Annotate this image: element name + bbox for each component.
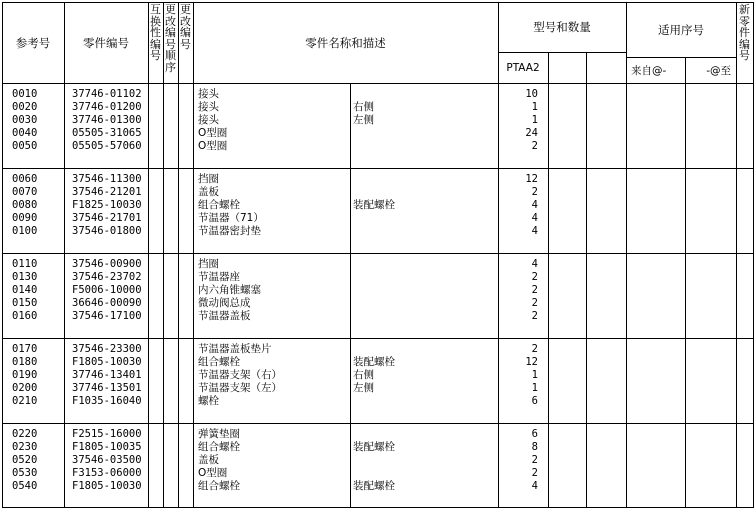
ref-no-cell: 0540 — [12, 480, 38, 492]
ref-no-cell: 0140 — [12, 284, 38, 296]
part-no-cell: F1825-10030 — [72, 199, 142, 211]
quantity-cell: 24 — [525, 127, 538, 139]
remark-column-line — [350, 83, 351, 508]
header-change-seq-char: 更 — [165, 3, 176, 16]
header-interchange-char: 编 — [150, 37, 161, 51]
part-name-cell: 组合螺栓 — [198, 199, 240, 211]
quantity-cell: 6 — [531, 395, 538, 407]
column-line — [148, 2, 149, 508]
ref-no-cell: 0170 — [12, 343, 38, 355]
ref-no-cell: 0040 — [12, 127, 38, 139]
column-line — [178, 2, 179, 508]
quantity-cell: 2 — [531, 186, 538, 198]
quantity-cell: 2 — [531, 310, 538, 322]
remark-cell — [353, 173, 497, 186]
part-no-cell: 37546-17100 — [72, 310, 142, 322]
ref-no-cell: 0070 — [12, 186, 38, 198]
part-no-cell: F2515-16000 — [72, 428, 142, 440]
remark-cell — [353, 88, 497, 101]
quantity-cell: 6 — [531, 428, 538, 440]
part-name-cell: 内六角锥螺塞 — [198, 284, 261, 296]
part-no-cell: F3153-06000 — [72, 467, 142, 479]
remark-cell — [353, 284, 497, 297]
part-no-cell: 05505-57060 — [72, 140, 142, 152]
ref-no-cell: 0110 — [12, 258, 38, 270]
ref-no-cell: 0030 — [12, 114, 38, 126]
ref-no-cell: 0230 — [12, 441, 38, 453]
part-no-cell: 37546-23702 — [72, 271, 142, 283]
header-new-part-char: 件 — [739, 26, 750, 39]
ref-no-cell: 0520 — [12, 454, 38, 466]
part-name-cell: 挡圈 — [198, 258, 219, 270]
ref-no-cell: 0530 — [12, 467, 38, 479]
column-line — [163, 2, 164, 508]
part-no-cell: 37746-13501 — [72, 382, 142, 394]
remark-cell — [353, 258, 497, 271]
remark-cell — [353, 225, 497, 238]
quantity-cell: 10 — [525, 88, 538, 100]
quantity-cell: 4 — [531, 258, 538, 270]
header-interchange-char: 号 — [150, 49, 161, 62]
header-change-seq-char: 号 — [165, 37, 176, 51]
remark-cell: 右侧 — [353, 101, 374, 113]
quantity-cell: 2 — [531, 297, 538, 309]
remark-cell — [353, 127, 497, 140]
column-line — [548, 52, 549, 508]
header-from: 来自@- — [631, 64, 667, 77]
ref-no-cell: 0210 — [12, 395, 38, 407]
part-no-cell: 36646-00090 — [72, 297, 142, 309]
column-line — [586, 52, 587, 508]
part-name-cell: 接头 — [198, 101, 219, 113]
remark-cell — [353, 395, 497, 408]
part-no-cell: 37546-00900 — [72, 258, 142, 270]
ref-no-cell: 0050 — [12, 140, 38, 152]
header-interchange-char: 互 — [150, 3, 161, 16]
remark-cell: 左侧 — [353, 382, 374, 394]
header-change-no-char: 号 — [180, 37, 191, 51]
column-line — [685, 57, 686, 508]
part-name-cell: 盖板 — [198, 454, 219, 466]
part-no-cell: F1805-10030 — [72, 356, 142, 368]
part-name-cell: 弹簧垫圈 — [198, 428, 240, 440]
part-no-cell: F1805-10035 — [72, 441, 142, 453]
quantity-cell: 2 — [531, 271, 538, 283]
quantity-cell: 8 — [531, 441, 538, 453]
part-no-cell: 37546-21201 — [72, 186, 142, 198]
quantity-cell: 4 — [531, 225, 538, 237]
part-name-cell: 组合螺栓 — [198, 356, 240, 368]
group-separator — [2, 423, 753, 424]
quantity-cell: 2 — [531, 467, 538, 479]
remark-cell — [353, 454, 497, 467]
ref-no-cell: 0080 — [12, 199, 38, 211]
part-name-cell: 微动阀总成 — [198, 297, 251, 309]
header-model: PTAA2 — [506, 61, 540, 74]
part-name-cell: 节温器盖板垫片 — [198, 343, 272, 355]
header-new-part-char: 编 — [739, 37, 750, 51]
part-name-cell: 节温器密封垫 — [198, 225, 261, 237]
part-name-cell: 节温器座 — [198, 271, 240, 283]
group-separator — [2, 168, 753, 169]
header-change-no — [178, 4, 193, 50]
quantity-cell: 2 — [531, 454, 538, 466]
part-no-cell: 37546-21701 — [72, 212, 142, 224]
quantity-cell: 1 — [531, 114, 538, 126]
part-name-cell: O型圈 — [198, 467, 228, 479]
part-name-cell: 节温器支架（右） — [198, 369, 282, 381]
part-no-cell: 05505-31065 — [72, 127, 142, 139]
quantity-cell: 2 — [531, 140, 538, 152]
part-no-cell: 37746-01102 — [72, 88, 142, 100]
header-ref-no: 参考号 — [15, 35, 51, 50]
ref-no-cell: 0190 — [12, 369, 38, 381]
header-change-seq-char: 编 — [165, 26, 176, 39]
header-change-no-char: 改 — [180, 14, 191, 28]
header-description: 零件名称和描述 — [305, 35, 386, 50]
column-line — [753, 2, 754, 508]
header-interchange-char: 换 — [150, 14, 161, 28]
remark-cell — [353, 310, 497, 323]
remark-cell — [353, 467, 497, 480]
header-interchange — [148, 4, 163, 62]
part-no-cell: 37546-23300 — [72, 343, 142, 355]
part-name-cell: 组合螺栓 — [198, 480, 240, 492]
quantity-cell: 4 — [531, 199, 538, 211]
header-change-seq-char: 顺 — [165, 49, 176, 62]
header-change-no-char: 更 — [180, 3, 191, 16]
part-name-cell: 节温器支架（左） — [198, 382, 282, 394]
quantity-cell: 1 — [531, 382, 538, 394]
part-name-cell: 螺栓 — [198, 395, 219, 407]
part-name-cell: 盖板 — [198, 186, 219, 198]
part-no-cell: 37546-01800 — [72, 225, 142, 237]
part-name-cell: 节温器盖板 — [198, 310, 251, 322]
remark-cell — [353, 186, 497, 199]
header-new-part-char: 新 — [739, 3, 750, 16]
quantity-cell: 1 — [531, 369, 538, 381]
header-to: -@至 — [706, 64, 731, 77]
part-no-cell: F5006-10000 — [72, 284, 142, 296]
header-model-qty: 型号和数量 — [533, 20, 591, 34]
remark-cell: 装配螺栓 — [353, 356, 395, 368]
ref-no-cell: 0020 — [12, 101, 38, 113]
part-no-cell: F1035-16040 — [72, 395, 142, 407]
part-no-cell: F1805-10030 — [72, 480, 142, 492]
remark-cell — [353, 343, 497, 356]
remark-cell: 装配螺栓 — [353, 480, 395, 492]
part-name-cell: 节温器（71） — [198, 212, 264, 224]
ref-no-cell: 0220 — [12, 428, 38, 440]
part-name-cell: 组合螺栓 — [198, 441, 240, 453]
header-new-part — [736, 4, 753, 62]
header-new-part-char: 零 — [739, 14, 750, 28]
part-no-cell: 37746-13401 — [72, 369, 142, 381]
remark-cell: 装配螺栓 — [353, 199, 395, 211]
quantity-cell: 12 — [525, 173, 538, 185]
part-name-cell: O型圈 — [198, 140, 228, 152]
ref-no-cell: 0200 — [12, 382, 38, 394]
header-change-no-char: 编 — [180, 26, 191, 39]
part-no-cell: 37746-01300 — [72, 114, 142, 126]
header-bottom-border — [2, 83, 753, 84]
header-serial: 适用序号 — [658, 22, 704, 37]
part-no-cell: 37546-11300 — [72, 173, 142, 185]
ref-no-cell: 0160 — [12, 310, 38, 322]
column-line — [736, 2, 737, 508]
quantity-cell: 4 — [531, 480, 538, 492]
ref-no-cell: 0100 — [12, 225, 38, 237]
remark-cell — [353, 212, 497, 225]
ref-no-cell: 0130 — [12, 271, 38, 283]
header-change-seq — [163, 4, 178, 73]
header-part-no: 零件编号 — [83, 35, 129, 50]
part-no-cell: 37746-01200 — [72, 101, 142, 113]
ref-no-cell: 0180 — [12, 356, 38, 368]
ref-no-cell: 0060 — [12, 173, 38, 185]
header-change-seq-char: 改 — [165, 14, 176, 28]
group-separator — [2, 338, 753, 339]
part-name-cell: O型圈 — [198, 127, 228, 139]
remark-cell: 装配螺栓 — [353, 441, 395, 453]
quantity-cell: 4 — [531, 212, 538, 224]
remark-cell — [353, 428, 497, 441]
remark-cell: 右侧 — [353, 369, 374, 381]
remark-cell — [353, 297, 497, 310]
group-separator — [2, 253, 753, 254]
header-new-part-char: 号 — [739, 49, 750, 62]
remark-cell — [353, 271, 497, 284]
quantity-cell: 12 — [525, 356, 538, 368]
header-interchange-char: 性 — [150, 26, 161, 39]
ref-no-cell: 0090 — [12, 212, 38, 224]
remark-cell — [353, 140, 497, 153]
remark-cell: 左侧 — [353, 114, 374, 126]
ref-no-cell: 0150 — [12, 297, 38, 309]
header-change-seq-char: 序 — [165, 60, 176, 74]
ref-no-cell: 0010 — [12, 88, 38, 100]
part-no-cell: 37546-03500 — [72, 454, 142, 466]
quantity-cell: 1 — [531, 101, 538, 113]
part-name-cell: 接头 — [198, 88, 219, 100]
quantity-cell: 2 — [531, 343, 538, 355]
part-name-cell: 挡圈 — [198, 173, 219, 185]
part-name-cell: 接头 — [198, 114, 219, 126]
quantity-cell: 2 — [531, 284, 538, 296]
